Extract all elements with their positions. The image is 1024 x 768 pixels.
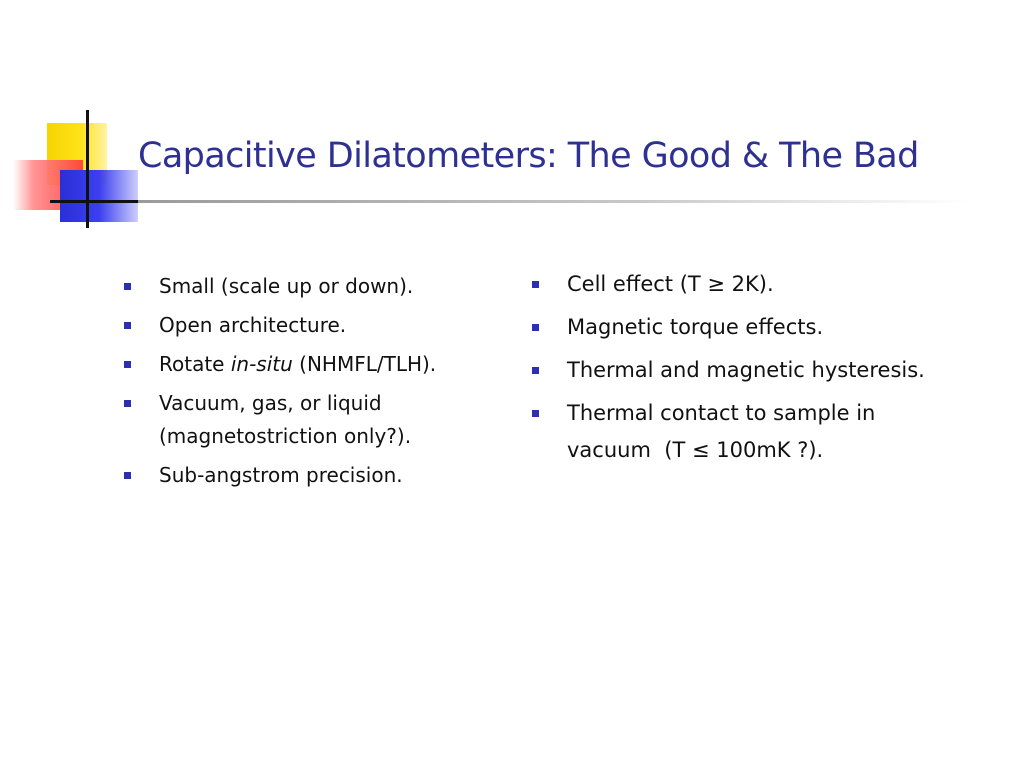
list-item-text: Open architecture. [159, 313, 347, 337]
list-item-text: Thermal and magnetic hysteresis. [567, 358, 925, 382]
list-item-text-suffix: (NHMFL/TLH). [292, 352, 437, 376]
square-bullet-icon [532, 324, 539, 331]
square-bullet-icon [124, 322, 131, 329]
square-bullet-icon [532, 281, 539, 288]
list-item-text-prefix: Rotate [159, 352, 231, 376]
list-item [122, 309, 502, 342]
square-bullet-icon [124, 400, 131, 407]
list-item [122, 270, 502, 303]
list-item [530, 395, 970, 469]
list-item [530, 309, 970, 346]
square-bullet-icon [532, 367, 539, 374]
square-bullet-icon [124, 472, 131, 479]
slide-logo-decoration [0, 0, 150, 240]
list-item-text-line2: vacuum (T ≤ 100mK ?). [567, 438, 824, 462]
list-item [122, 387, 502, 453]
square-bullet-icon [124, 361, 131, 368]
vertical-rule [86, 110, 89, 228]
list-item-text: Small (scale up or down). [159, 274, 414, 298]
list-item [122, 459, 502, 492]
list-item [530, 352, 970, 389]
list-item-text: Magnetic torque effects. [567, 315, 824, 339]
slide-title: Capacitive Dilatometers: The Good & The Bad [138, 136, 919, 176]
left-bullet-list [122, 270, 502, 498]
list-item-text: Cell effect (T ≥ 2K). [567, 272, 774, 296]
square-bullet-icon [124, 283, 131, 290]
list-item-text-line1: Vacuum, gas, or liquid [159, 391, 382, 415]
horizontal-rule-dark [50, 200, 140, 203]
square-bullet-icon [532, 410, 539, 417]
blue-square-shape [60, 170, 138, 222]
right-bullet-list [530, 266, 970, 475]
title-underline [138, 200, 968, 203]
list-item-text-line1: Thermal contact to sample in [567, 401, 876, 425]
list-item [530, 266, 970, 303]
list-item [122, 348, 502, 381]
list-item-text: Sub-angstrom precision. [159, 463, 403, 487]
list-item-text-italic: in-situ [230, 352, 293, 376]
list-item-text-line2: (magnetostriction only?). [159, 424, 412, 448]
